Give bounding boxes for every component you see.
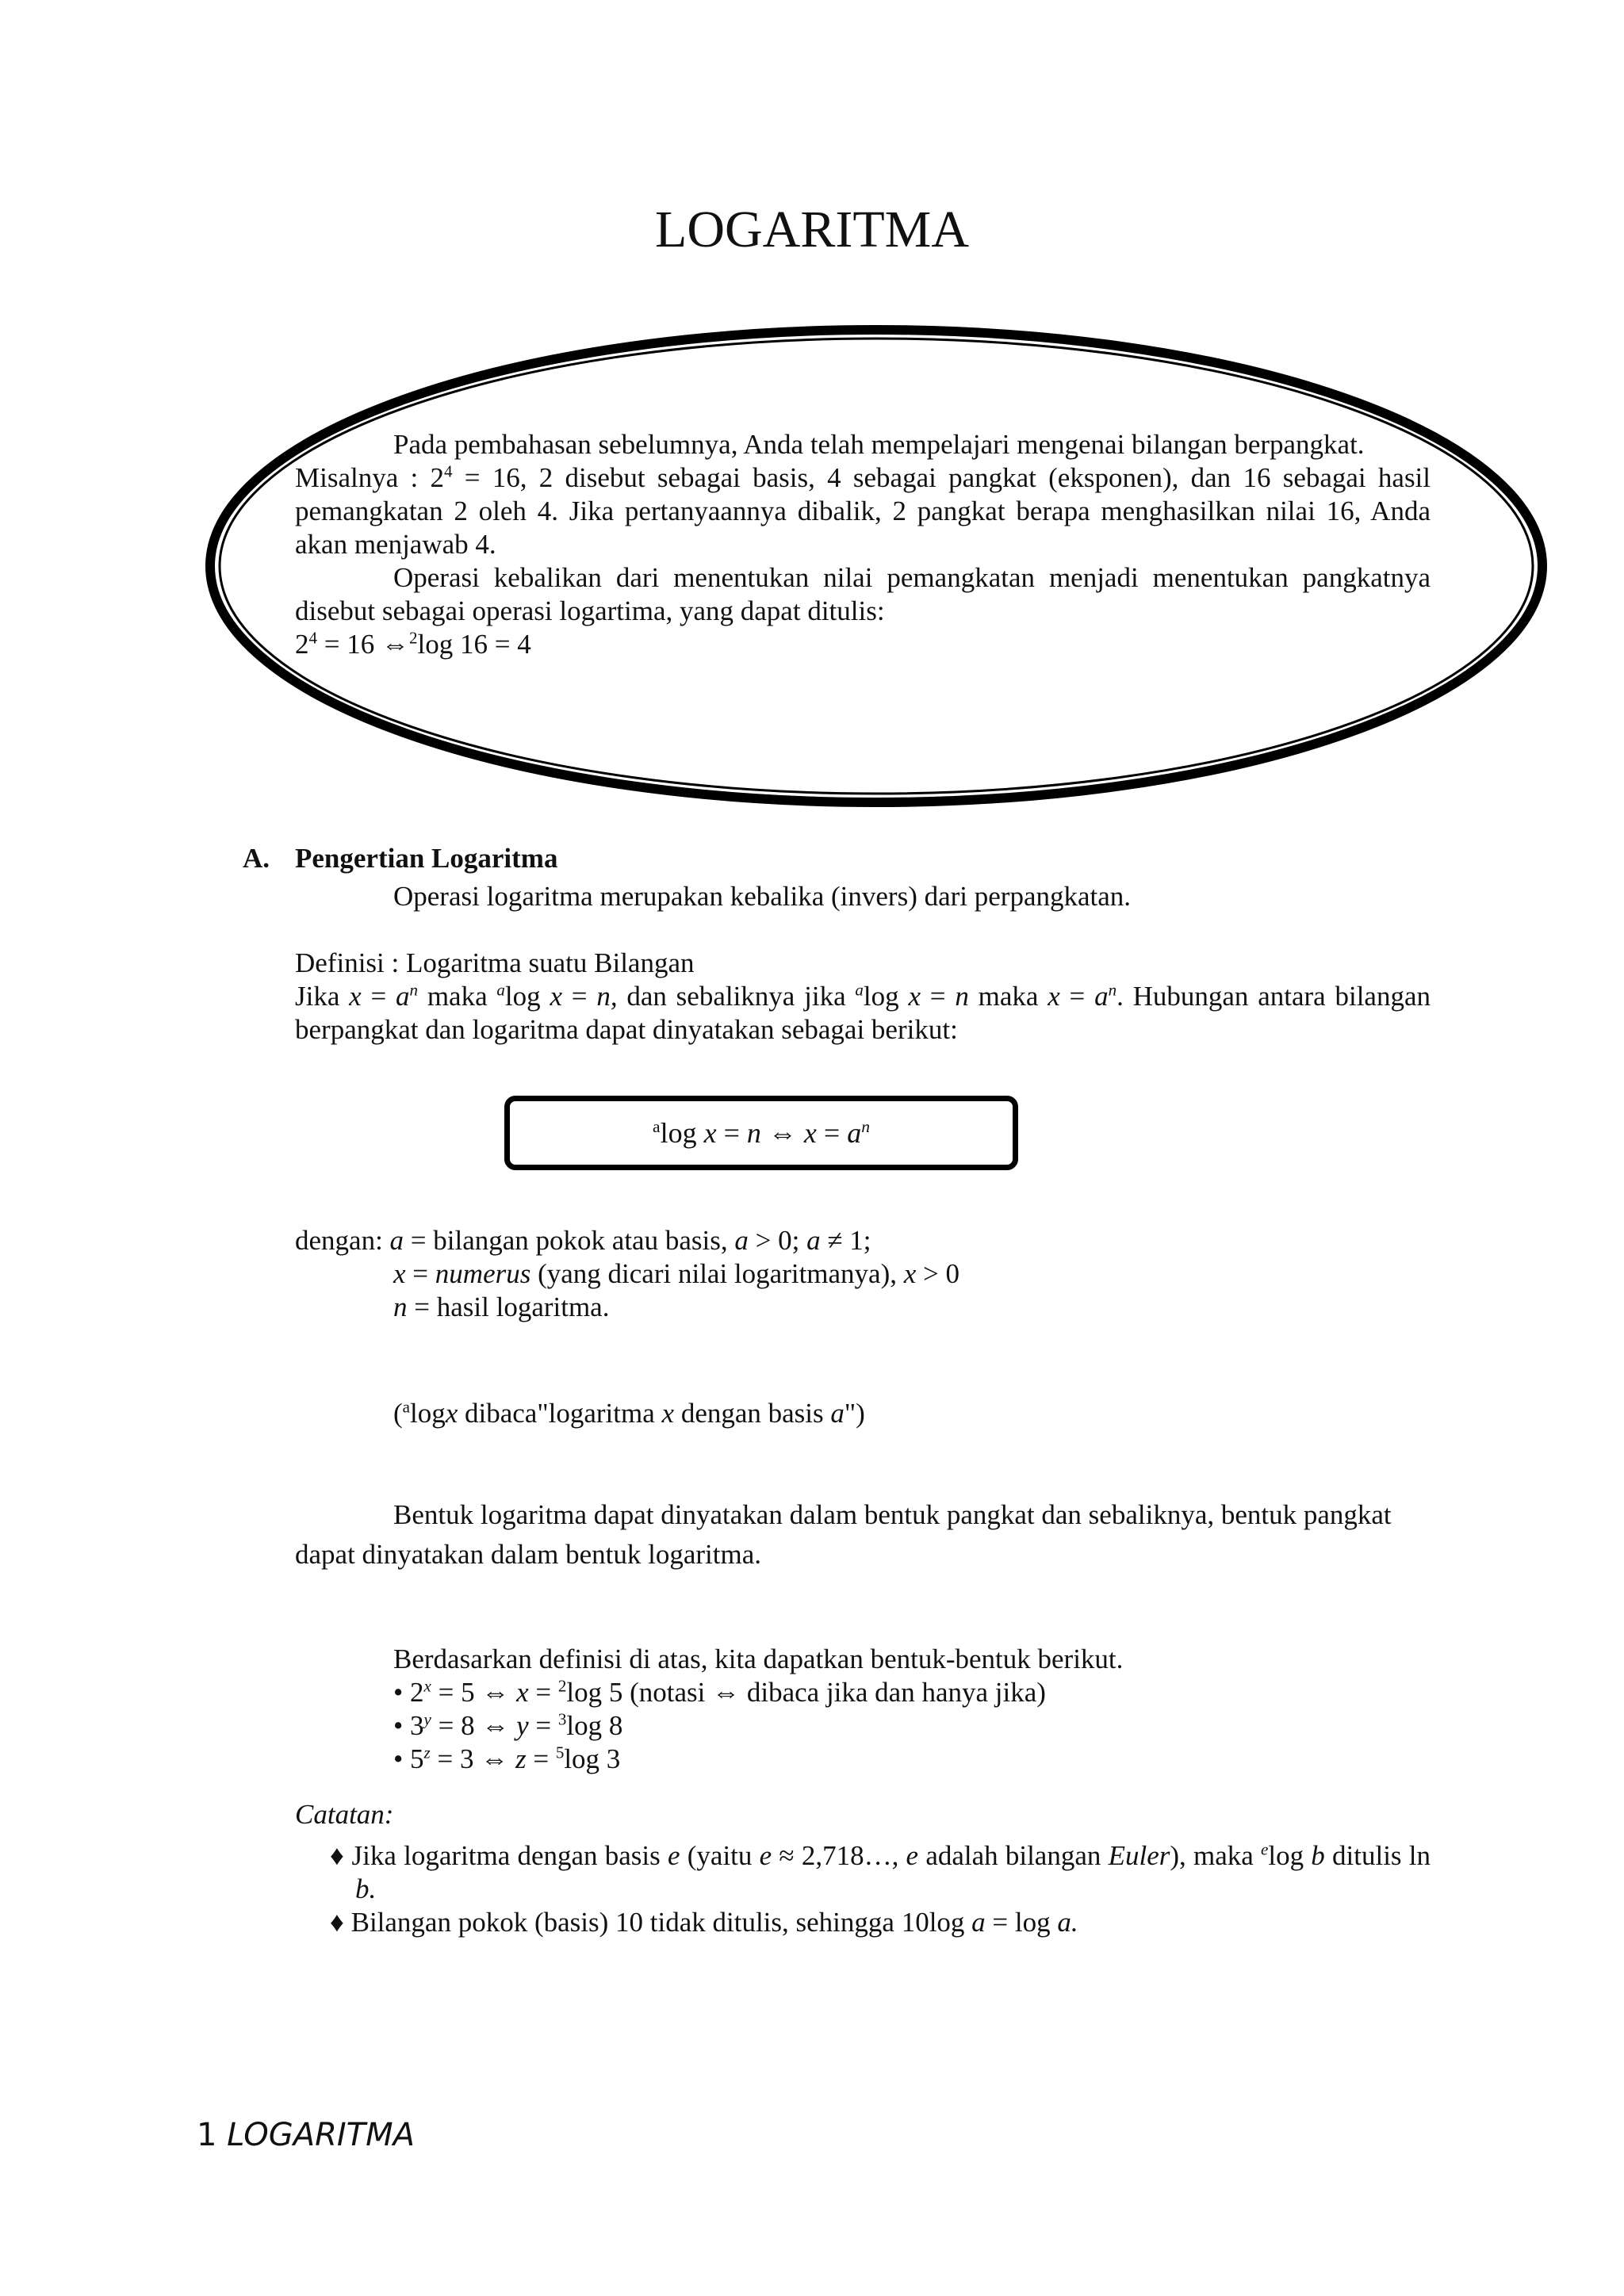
log-definition-formula-box: [504, 1096, 1018, 1170]
intro-paragraph-3: Operasi kebalikan dari menentukan nilai pemangkatan menjadi menentukan pangkatnya disebut sebagai operasi logartima, yang dapat ditulis:: [295, 562, 1431, 626]
page-title: LOGARITMA: [655, 201, 969, 258]
footer-title: LOGARITMA: [227, 2117, 415, 2153]
intro-text: [295, 428, 1431, 661]
example-item: • $2^x = 5$ ⇔ x = $^2$log 5 (notasi ⇔ dibaca jika dan hanya jika): [393, 1676, 1046, 1708]
intro-paragraph-2: Misalnya : $2^4 = 16$, 2 disebut sebagai basis, 4 sebagai pangkat (eksponen), dan 16 sebagai hasil pemangkatan 2 oleh 4. Jika pertanyaannya dibalik, 2 pangkat berapa menghasilkan nilai 16, Anda akan menjawab 4.: [295, 461, 1431, 560]
section-a-heading: A. Pengertian Logaritma: [243, 843, 558, 874]
page-footer: [197, 2118, 415, 2152]
section-a-body: [295, 880, 1431, 1047]
definition-text: Jika $x = a^n$ maka $^a$log x = n, dan sebaliknya jika $^a$log x = n maka $x = a^n$. Hubungan antara bilangan berpangkat dan logaritma dapat dinyatakan sebagai berikut:: [295, 980, 1431, 1045]
page-number: 1: [197, 2117, 217, 2153]
variable-definitions: [295, 1224, 1431, 1324]
variable-a-definition: dengan: a = bilangan pokok atau basis, a > 0; a ≠ 1;: [295, 1225, 871, 1256]
examples-intro: Berdasarkan definisi di atas, kita dapatkan bentuk-bentuk berikut.: [393, 1644, 1124, 1674]
intro-equation: $2^4 = 16$ ⇔$^2$log 16 = 4: [295, 628, 531, 660]
reading-note: ($^a$logx dibaca"logaritma x dengan basis a"): [393, 1397, 865, 1429]
variable-n-definition: n = hasil logaritma.: [393, 1292, 610, 1322]
form-conversion-paragraph: Bentuk logaritma dapat dinyatakan dalam bentuk pangkat dan sebaliknya, bentuk pangkat dapat dinyatakan dalam bentuk logaritma.: [295, 1499, 1392, 1570]
definition-title: Definisi : Logaritma suatu Bilangan: [295, 947, 695, 978]
variable-x-definition: x = numerus (yang dicari nilai logaritmanya), x > 0: [393, 1258, 960, 1289]
example-item: • $5^z = 3$ ⇔ z = $^5$log 3: [393, 1743, 621, 1774]
log-definition-formula: $^a$log x = n ⇔ $x = a^n$: [653, 1117, 870, 1149]
section-a-intro: Operasi logaritma merupakan kebalika (invers) dari perpangkatan.: [393, 881, 1132, 912]
notes-label: Catatan:: [295, 1799, 394, 1830]
notes-list: [330, 1839, 1431, 1939]
intro-paragraph-1: Pada pembahasan sebelumnya, Anda telah mempelajari mengenai bilangan berpangkat.: [393, 429, 1365, 460]
example-item: • $3^y = 8$ ⇔ y = $^3$log 8: [393, 1709, 623, 1741]
note-item: ♦ Bilangan pokok (basis) 10 tidak ditulis, sehingga 10log a = log a.: [330, 1907, 1078, 1938]
examples-block: [295, 1643, 1431, 1776]
note-item: ♦ Jika logaritma dengan basis e (yaitu e ≈ 2,718…, e adalah bilangan Euler), maka $^e$log b ditulis ln b.: [330, 1839, 1431, 1904]
